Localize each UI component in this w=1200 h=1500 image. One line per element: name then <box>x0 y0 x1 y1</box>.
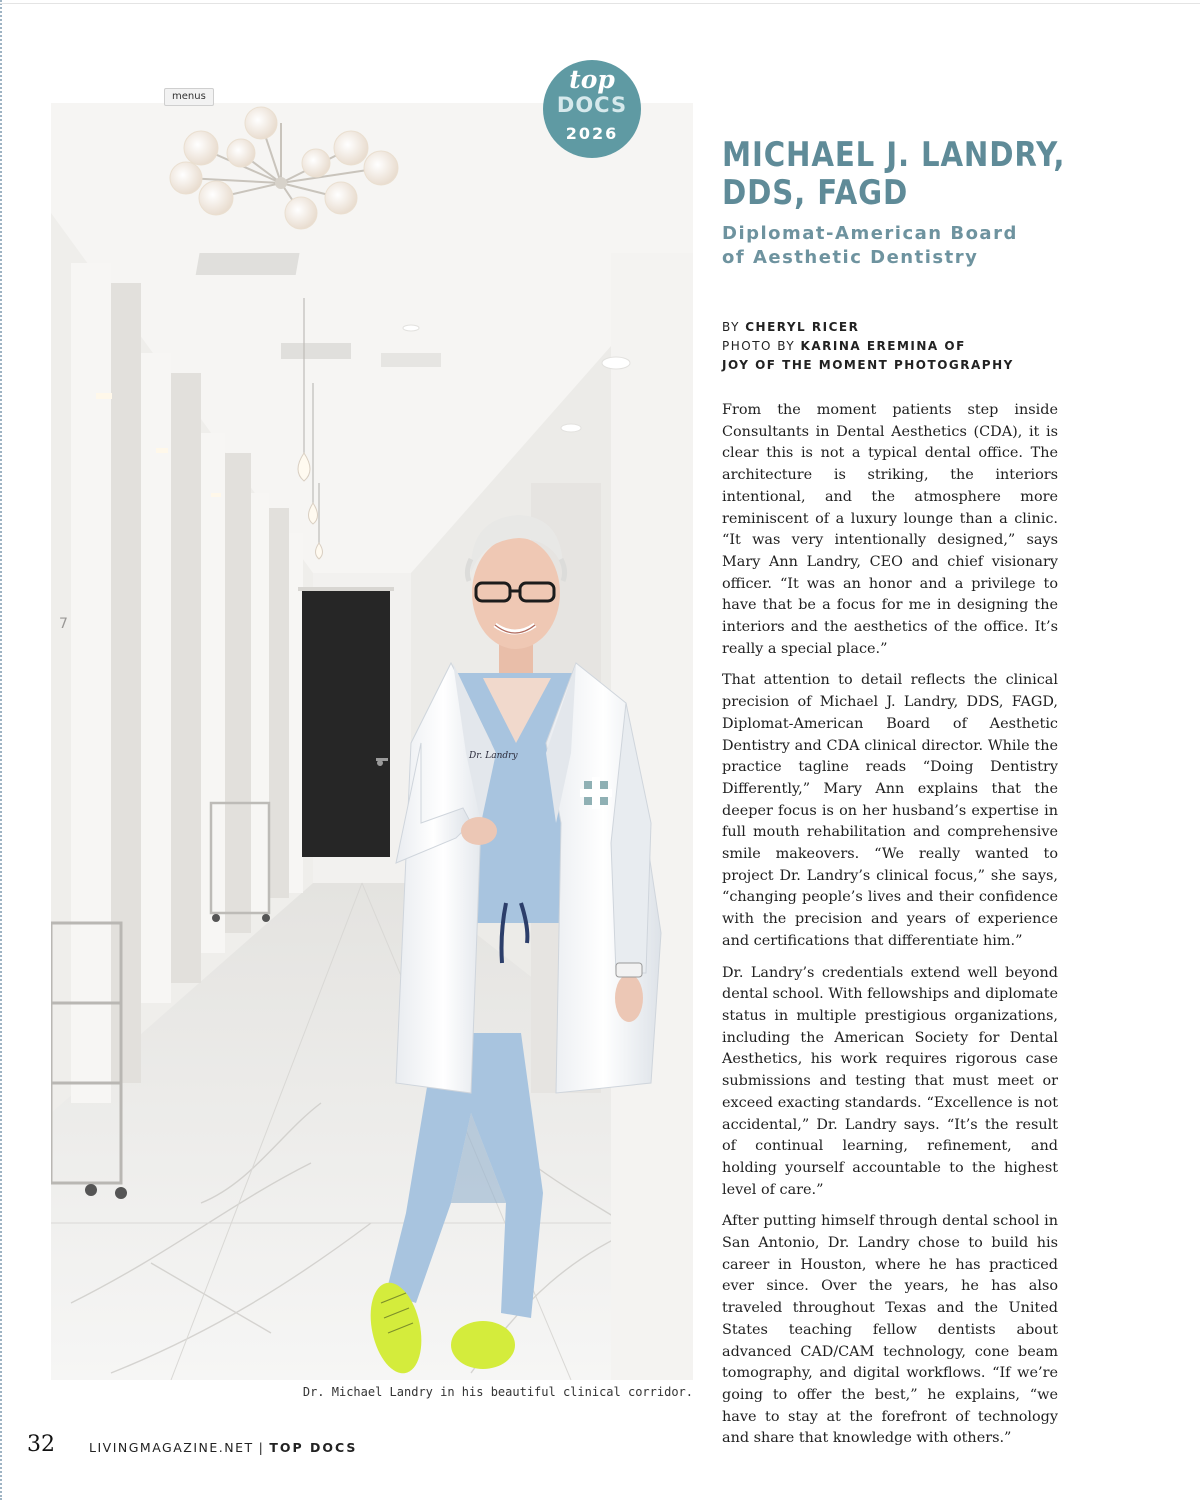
by-prefix: BY <box>722 320 740 334</box>
page-number: 32 <box>27 1432 55 1457</box>
photo-caption: Dr. Michael Landry in his beautiful clinical corridor. <box>302 1385 693 1399</box>
door-number: 7 <box>59 616 68 632</box>
article-body <box>722 400 1058 1460</box>
photographer-line-1: KARINA EREMINA OF <box>800 339 966 353</box>
top-rule <box>0 3 1200 4</box>
photo-prefix: PHOTO BY <box>722 339 796 353</box>
photo-credit <box>722 337 1082 356</box>
subtitle-line-1: Diplomat-American Board <box>722 223 1018 244</box>
byline <box>722 318 1082 375</box>
menus-button[interactable]: menus <box>164 88 214 106</box>
title-line-1: MICHAEL J. LANDRY, <box>722 135 1066 175</box>
photographer-line-2: JOY OF THE MOMENT PHOTOGRAPHY <box>722 358 1014 372</box>
page-footer <box>89 1440 357 1455</box>
article-paragraph: After putting himself through dental school in San Antonio, Dr. Landry chose to build his career in Houston, where he has practiced ever since. Over the years, he has also traveled throughout Texas and the United States teaching fellow dentists about advanced CAD/CAM technology, cone beam tomography, and digital workflows. “If we’re going to offer the best,” he explains, “we have to stay at the forefront of technology and share that knowledge with others.” <box>722 1213 1058 1447</box>
top-docs-badge <box>543 60 641 158</box>
badge-year-text: 2026 <box>565 124 619 143</box>
author-name: CHERYL RICER <box>745 320 860 334</box>
photo-credit-2 <box>722 356 1082 375</box>
badge-top-text: top <box>569 65 615 94</box>
feature-photo <box>51 103 693 1380</box>
badge-docs-text: DOCS <box>556 93 628 117</box>
footer-section: TOP DOCS <box>269 1440 358 1455</box>
page-edge <box>0 0 4 1500</box>
article-paragraph: That attention to detail reflects the clinical precision of Michael J. Landry, DDS, FAGD, Diplomat-American Board of Aesthetic Dentistry and CDA clinical director. While the practice tagline reads “Doing Dentistry Differently,” Mary Ann explains that the deeper focus is on her husband’s expertise in full mouth rehabilitation and comprehensive smile makeovers. “We really wanted to project Dr. Landry’s clinical focus,” she says, “changing people’s lives and their confidence with the precision and years of experience and certifications that differentiate him.” <box>722 672 1058 949</box>
footer-site: LIVINGMAGAZINE.NET <box>89 1440 254 1455</box>
article-subtitle <box>722 222 1082 270</box>
footer-separator: | <box>258 1440 265 1455</box>
coat-embroidery: Dr. Landry <box>469 751 518 761</box>
title-line-2: DDS, FAGD <box>722 173 909 213</box>
subtitle-line-2: of Aesthetic Dentistry <box>722 247 979 268</box>
article-paragraph: From the moment patients step inside Consultants in Dental Aesthetics (CDA), it is clear this is not a typical dental office. The architecture is striking, the interiors intentional, and the atmosphere more reminiscent of a luxury lounge than a clinic. “It was very intentionally designed,” says Mary Ann Landry, CEO and chief visionary officer. “It was an honor and a privilege to have that be a focus for me in designing the interiors and the aesthetics of the office. It’s really a special place.” <box>722 402 1058 657</box>
author-credit <box>722 318 1082 337</box>
article-title <box>722 136 1083 212</box>
article-paragraph: Dr. Landry’s credentials extend well beyond dental school. With fellowships and diplomate status in multiple prestigious organizations, including the American Society for Dental Aesthetics, his work requires rigorous case submissions and testing that must meet or exceed exacting standards. “Excellence is not accidental,” Dr. Landry says. “It’s the result of continual learning, refinement, and holding yourself accountable to the highest level of care.” <box>722 964 1059 1198</box>
